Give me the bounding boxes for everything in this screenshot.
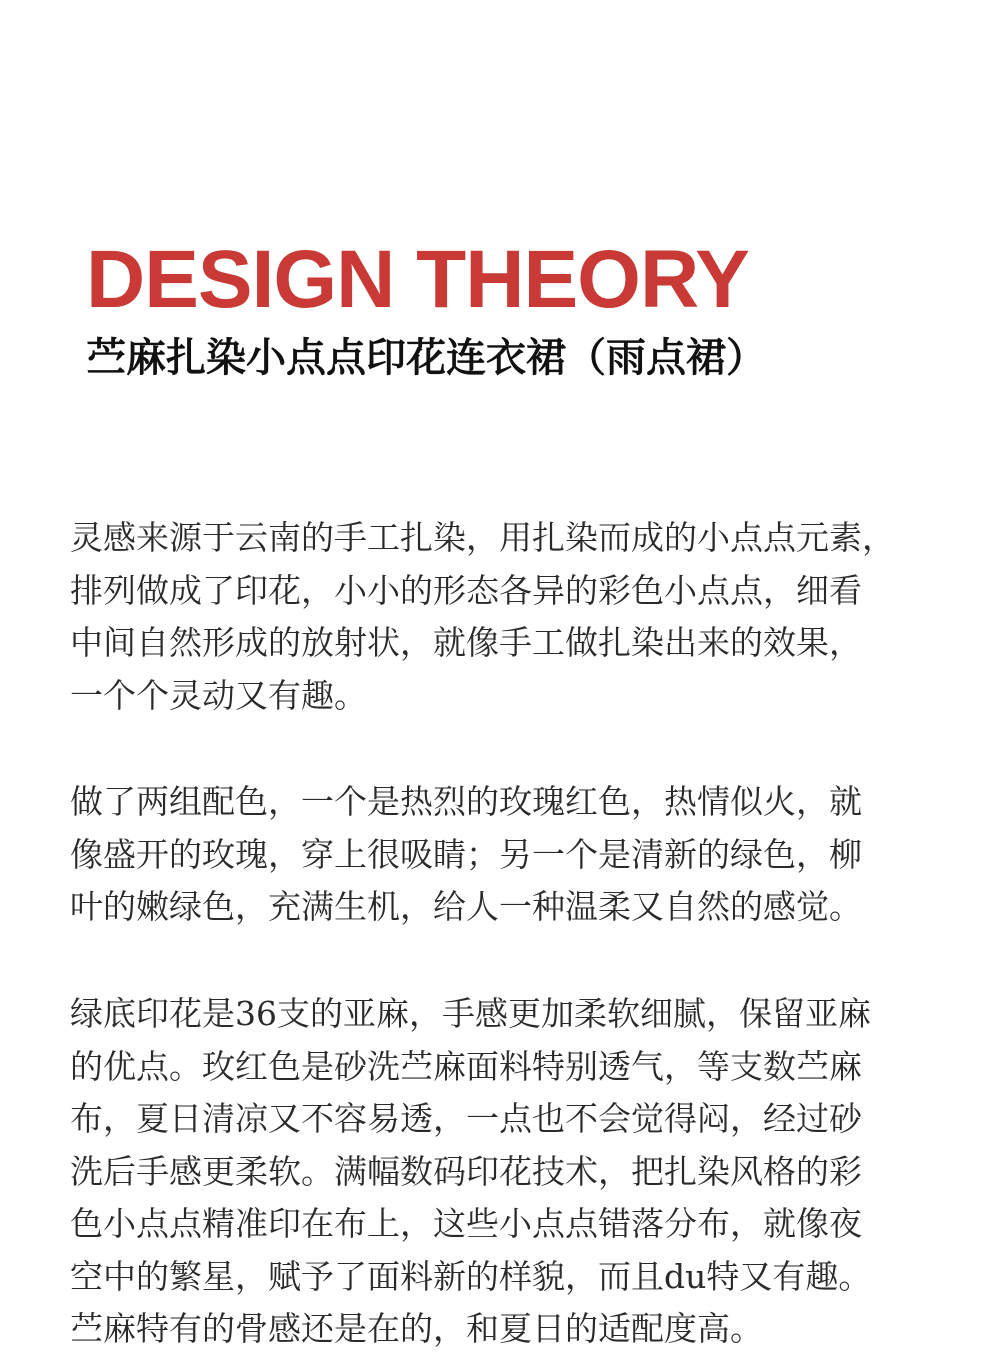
title-english: DESIGN THEORY (86, 234, 749, 325)
paragraph-line: 像盛开的玫瑰，穿上很吸睛；另一个是清新的绿色，柳 (70, 834, 862, 874)
paragraph-line: 洗后手感更柔软。满幅数码印花技术，把扎染风格的彩 (70, 1151, 862, 1191)
paragraph-line: 做了两组配色，一个是热烈的玫瑰红色，热情似火，就 (70, 782, 862, 821)
paragraph-line: 中间自然形成的放射状，就像手工做扎染出来的效果， (70, 623, 862, 662)
paragraph-colorways (70, 776, 900, 934)
paragraph-fabric (70, 988, 900, 1356)
paragraph-line: 的优点。玫红色是砂洗苎麻面料特别透气，等支数苎麻 (70, 1046, 862, 1086)
paragraph-line: 绿底印花是36支的亚麻，手感更加柔软细腻，保留亚麻 (70, 994, 871, 1033)
paragraph-inspiration (70, 512, 900, 722)
paragraph-line: 布，夏日清凉又不容易透，一点也不会觉得闷，经过砂 (70, 1099, 862, 1138)
paragraph-line: 空中的繁星，赋予了面料新的样貌，而且du特又有趣。 (70, 1256, 872, 1296)
title-chinese: 苎麻扎染小点点印花连衣裙（雨点裙） (86, 335, 766, 381)
paragraph-line: 一个个灵动又有趣。 (70, 675, 367, 715)
paragraph-line: 叶的嫩绿色，充满生机，给人一种温柔又自然的感觉。 (70, 887, 862, 926)
paragraph-line: 排列做成了印花，小小的形态各异的彩色小点点，细看 (70, 570, 862, 610)
paragraph-line: 色小点点精准印在布上，这些小点点错落分布，就像夜 (70, 1204, 862, 1243)
paragraph-line: 灵感来源于云南的手工扎染，用扎染而成的小点点元素， (70, 518, 895, 557)
paragraph-line: 苎麻特有的骨感还是在的，和夏日的适配度高。 (70, 1309, 763, 1348)
